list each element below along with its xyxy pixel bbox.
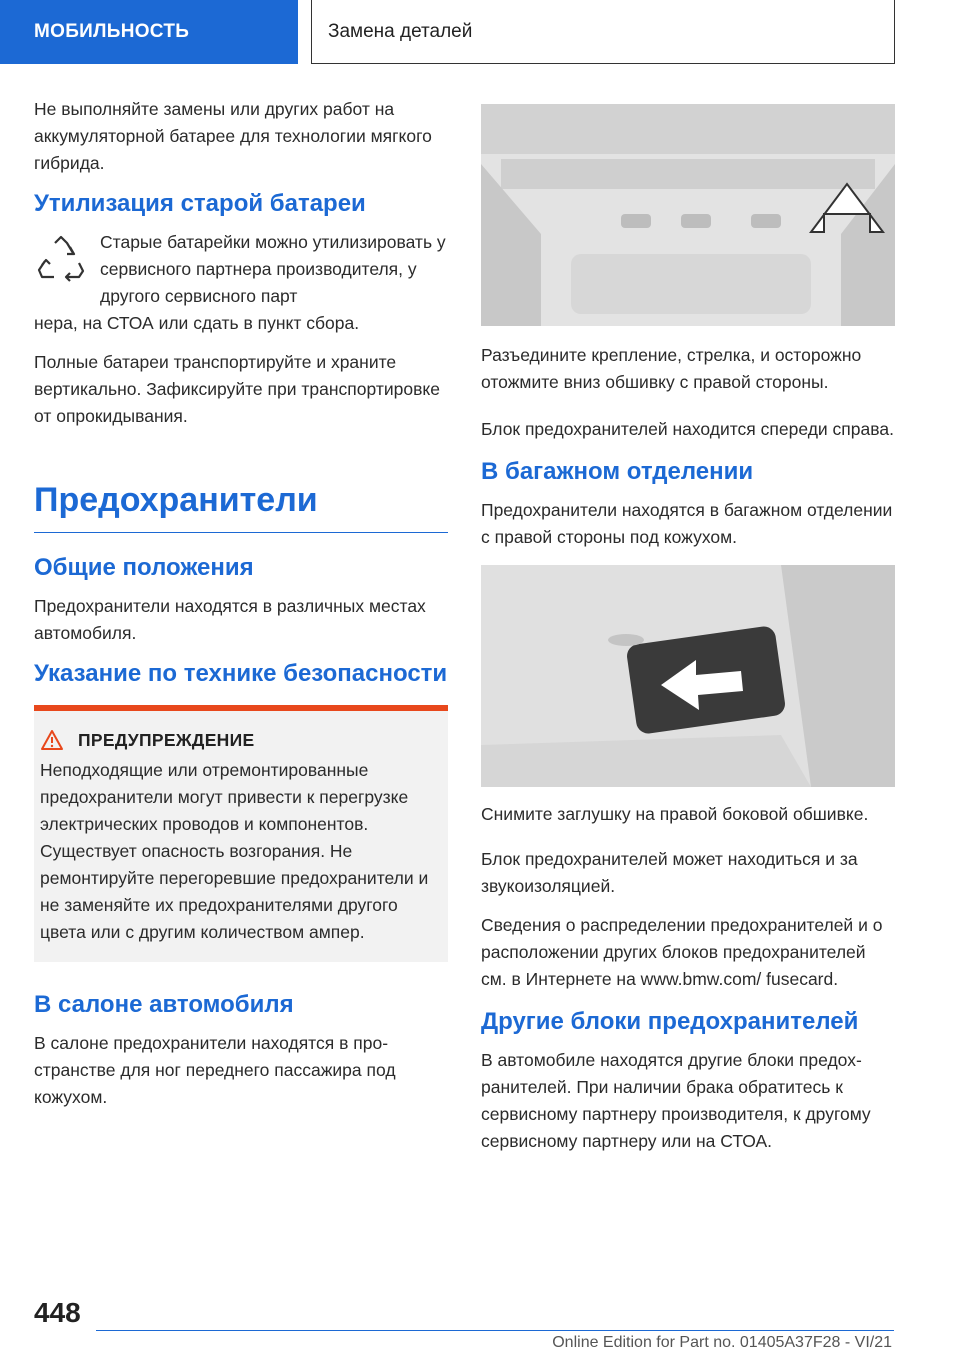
warning-title: ПРЕДУПРЕЖДЕНИЕ	[78, 729, 255, 750]
page-number: 448	[34, 1297, 81, 1328]
warning-box	[34, 705, 448, 962]
cabin-paragraph: В салоне предохранители находятся в пространстве для ног переднего пассажира под кожухом.	[34, 1033, 396, 1107]
cabin-heading: В салоне автомобиля	[34, 991, 294, 1018]
fuse-cover-photo-front	[481, 104, 895, 326]
transport-paragraph: Полные батареи транспортируйте и храните вертикально. Зафиксируйте при транспортировке от опрокидывания.	[34, 352, 440, 426]
trunk-paragraph: Предохранители находятся в багажном отделении с правой стороны под кожухом.	[481, 500, 893, 547]
disposal-text-rest: нера, на СТОА или сдать в пункт сбора.	[34, 313, 360, 333]
right-column	[481, 104, 895, 1167]
header-section-tab: МОБИЛЬНОСТЬ	[0, 0, 298, 64]
caption-1: Разъедините крепление, стрелка, и осторожно отожмите вниз обшивку с правой стороны.	[481, 345, 862, 392]
info-paragraph: Сведения о распределении предохранителей и о расположении других блоков предохранителей см. в Интернете на www.bmw.com/ fusecard.	[481, 915, 883, 989]
intro-paragraph: Не выполняйте замены или других работ на аккумуляторной батарее для технологии мягкого гибрида.	[34, 99, 432, 173]
warning-triangle-icon	[40, 729, 64, 751]
header-subsection: Замена деталей	[311, 0, 895, 64]
disposal-text-indented: Старые батарейки можно утилизировать у сервисного партнера производителя, у другого сервисного парт	[100, 232, 446, 306]
behind-insulation-paragraph: Блок предохранителей может находиться и за звукоизоляцией.	[481, 849, 858, 896]
disposal-heading: Утилизация старой батареи	[34, 190, 366, 217]
edition-note: Online Edition for Part no. 01405A37F28 - VI/21	[552, 1334, 892, 1351]
safety-heading: Указание по технике безопасности	[34, 660, 448, 687]
block-front-paragraph: Блок предохранителей находится спереди справа.	[481, 419, 894, 439]
left-column	[34, 96, 448, 1123]
warning-title-row	[40, 729, 438, 751]
caption-2: Снимите заглушку на правой боковой обшивке.	[481, 804, 869, 824]
trunk-heading: В багажном отделении	[481, 458, 754, 485]
other-blocks-heading: Другие блоки предохранителей	[481, 1008, 859, 1035]
trunk-cover-photo	[481, 565, 895, 787]
general-heading: Общие положения	[34, 554, 254, 581]
other-blocks-paragraph: В автомобиле находятся другие блоки предохранителей. При наличии брака обратитесь к сервисному партнеру производителя, к другому сервисному партнеру или на СТОА.	[481, 1050, 871, 1151]
recycle-icon	[34, 233, 88, 287]
fuses-heading: Предохранители	[34, 480, 448, 533]
general-paragraph: Предохранители находятся в различных местах автомобиля.	[34, 596, 426, 643]
footer-divider	[96, 1330, 894, 1331]
disposal-block	[34, 229, 448, 337]
warning-text: Неподходящие или отремонтированные предохранители могут привести к перегрузке электрических проводов и компонентов. Существует опасность возгорания. Не ремонтируйте перегоревшие предохранители и не заменяйте их предохранителями другого цвета или с другим количеством ампер.	[40, 760, 429, 942]
